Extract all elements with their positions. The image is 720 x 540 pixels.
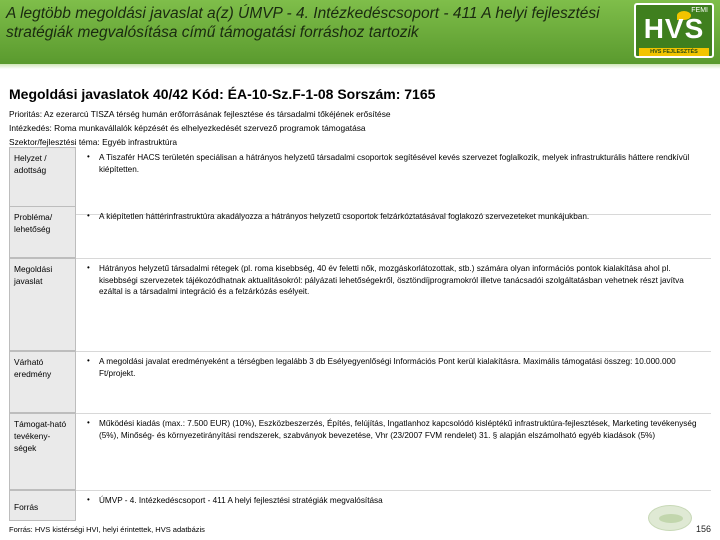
logo-top-text: FEMI (691, 7, 708, 14)
table-row (9, 206, 711, 258)
bullet-icon: • (87, 495, 90, 504)
row-content: ÚMVP - 4. Intézkedéscsoport - 411 A helyi fejlesztési stratégiák megvalósítása (99, 496, 383, 505)
row-label: Támogat-ható tevékeny-ségek (9, 413, 76, 490)
row-content: A Tiszafér HACS területén speciálisan a hátrányos helyzetű társadalmi csoportok segítésével kevés szervezet foglalkozik, melyek infrastrukturális háttere rendkívül kiépítetten. (99, 153, 690, 174)
table-row (9, 351, 711, 413)
page-number: 156 (696, 524, 712, 534)
row-label: Forrás (9, 490, 76, 521)
sector-line: Szektor/fejlesztési téma: Egyéb infrastruktúra (9, 137, 178, 147)
row-label: Várható eredmény (9, 351, 76, 413)
row-label: Probléma/ lehetőség (9, 206, 76, 258)
bullet-icon: • (87, 418, 90, 427)
header-title: A legtöbb megoldási javaslat a(z) ÚMVP - 4. Intézkedéscsoport - 411 A helyi fejlesztési stratégiák megvalósítása című támogatási forráshoz tartozik (6, 5, 600, 41)
row-label: Helyzet / adottság (9, 147, 76, 214)
row-content: A megoldási javalat eredményeként a térségben legalább 3 db Esélyegyenlőségi Információs Pont kerül kialakításra. Maximális támogatási összeg: 10.000.000 Ft/projekt. (99, 357, 676, 378)
source-note: Forrás: HVS kistérségi HVI, helyi érintettek, HVS adatbázis (9, 525, 205, 534)
page-title: Megoldási javaslatok 40/42 Kód: ÉA-10-Sz.F-1-08 Sorszám: 7165 (9, 86, 436, 102)
logo-subtext: HVS FEJLESZTÉS (639, 48, 709, 56)
row-content: Működési kiadás (max.: 7.500 EUR) (10%), Eszközbeszerzés, Építés, felújítás, Ingatlanhoz kapcsolódó kisléptékű infrastruktúra-fejlesztések, Marketing tevékenység (5%), Minőség- és környezetirányítási rendszerek, szabványok bevezetése, Vhr (23/2007 FVM rendelet) 31. § alapján elszámolható egyéb kiadások (5%) (99, 419, 697, 440)
table-row (9, 413, 711, 490)
row-content: Hátrányos helyzetű társadalmi rétegek (pl. roma kisebbség, 40 év feletti nők, mozgáskorlátozottak, stb.) számára olyan információs pontok kialakítása ahol pl. kisebbségi szervezetek tájékozódhatnak aktualitásokról: pályázati lehetőségekről, ösztöndíjprogramokról illetve tanácsadói szolgáltatásban vehetnek részt javítva ezáltal is a társadalmi integráció és a felzárkózás esélyeit. (99, 264, 684, 297)
table-row (9, 490, 711, 521)
row-label: Megoldási javaslat (9, 258, 76, 351)
bullet-icon: • (87, 152, 90, 161)
header-gradient-band (0, 64, 720, 69)
watermark-logo-icon (648, 505, 692, 531)
measure-line: Intézkedés: Roma munkavállalók képzését és elhelyezkedését szervező programok támogatása (9, 123, 366, 133)
priority-line: Prioritás: Az ezerarcú TISZA térség humán erőforrásának fejlesztése és társadalmi tőkéjének erősítése (9, 109, 391, 119)
bullet-icon: • (87, 356, 90, 365)
table-row (9, 258, 711, 351)
header-banner (0, 0, 720, 64)
bullet-icon: • (87, 211, 90, 220)
table-row (9, 147, 711, 214)
logo-text: HVS (643, 13, 705, 44)
row-content: A kiépítetlen háttérinfrastruktúra akadályozza a hátrányos helyzetű csoportok felzárkóztatásával foglakozó szervezeteket munkájukban. (99, 212, 590, 221)
bullet-icon: • (87, 263, 90, 272)
hvs-logo (634, 3, 714, 58)
